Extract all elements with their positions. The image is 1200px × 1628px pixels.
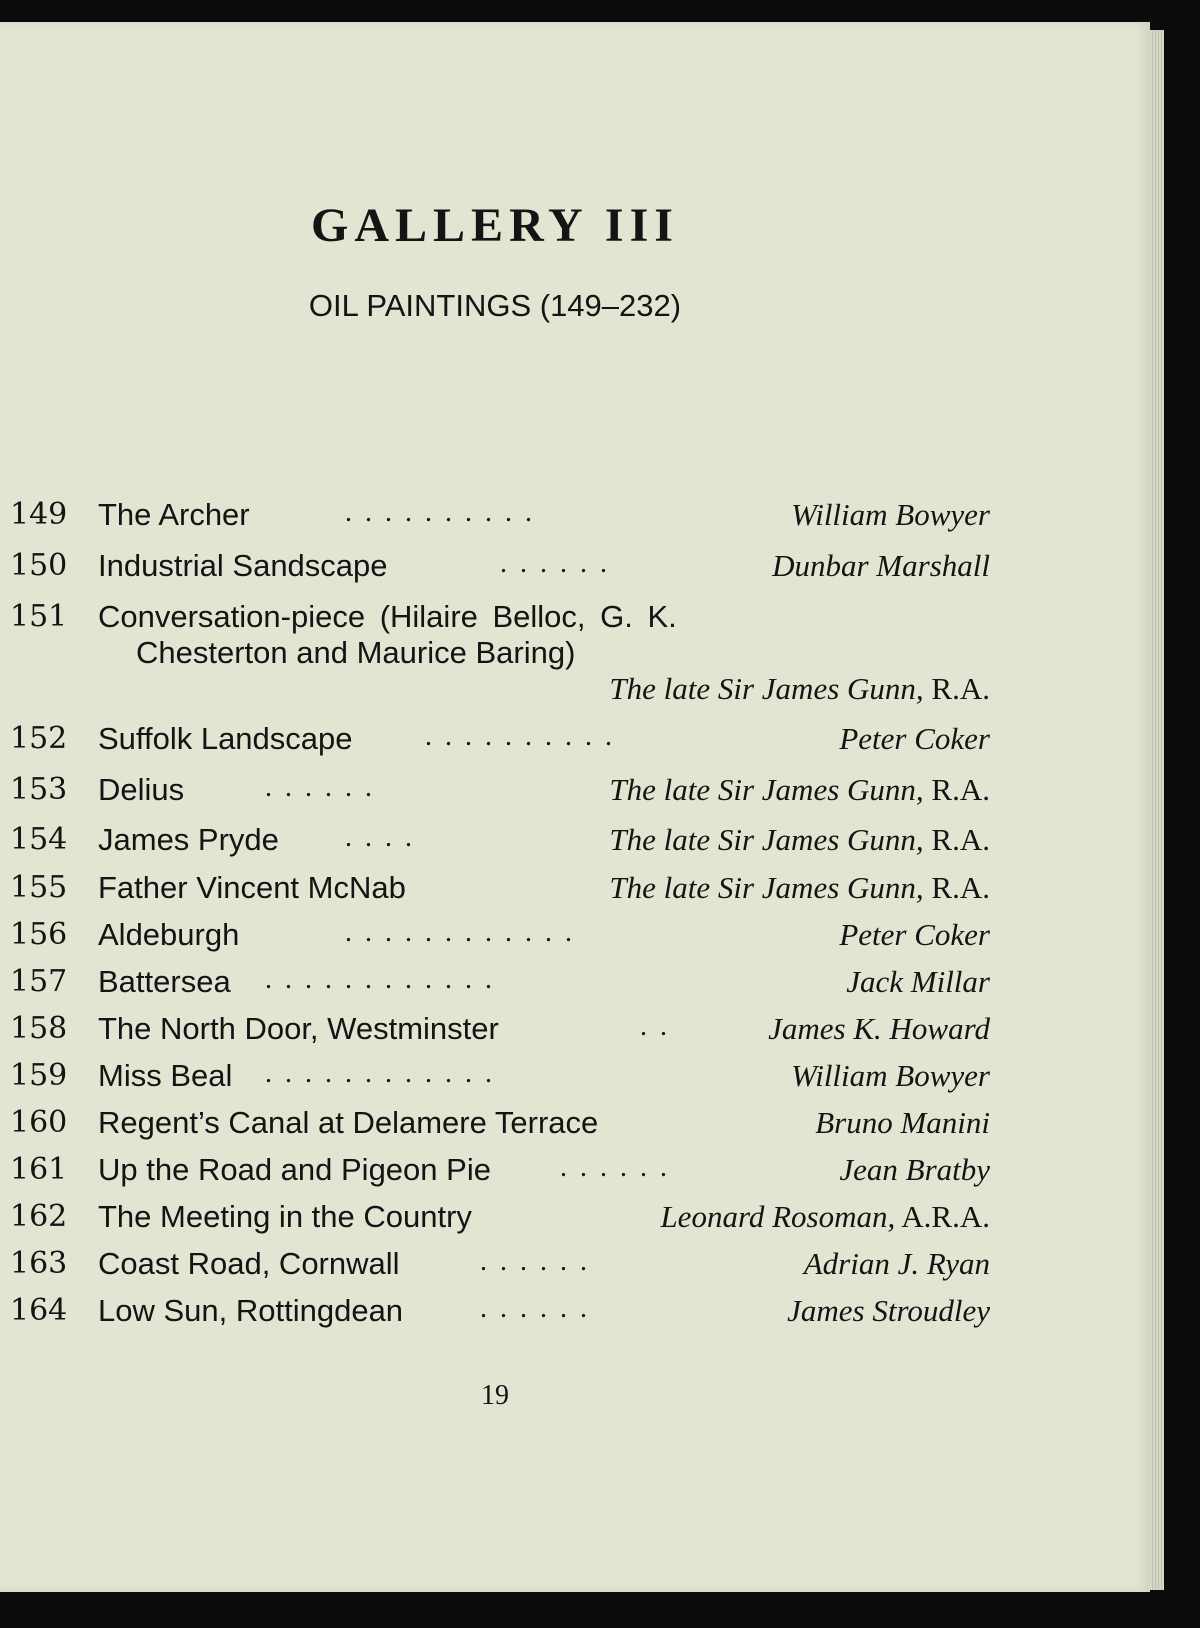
list-item — [0, 1246, 990, 1290]
list-item — [0, 497, 990, 541]
entry-title: Coast Road, Cornwall — [98, 1246, 400, 1281]
entry-title: Up the Road and Pigeon Pie — [98, 1152, 491, 1187]
entry-artist: William Bowyer — [791, 1058, 990, 1093]
entry-number: 160 — [10, 1105, 68, 1140]
leader-dots: . . . . . . — [265, 772, 375, 803]
entry-title-continuation: Chesterton and Maurice Baring) — [136, 635, 576, 670]
entry-number: 155 — [10, 870, 68, 905]
entry-title: Father Vincent McNab — [98, 870, 406, 905]
entry-artist: The late Sir James Gunn, R.A. — [609, 772, 990, 807]
list-item — [0, 721, 990, 765]
entry-title: Industrial Sandscape — [98, 548, 388, 583]
list-item — [0, 772, 990, 816]
entry-number: 159 — [10, 1058, 68, 1093]
page-number: 19 — [481, 1380, 509, 1411]
list-item — [0, 1011, 990, 1055]
leader-dots: . . — [640, 1011, 670, 1042]
entry-number: 152 — [10, 721, 68, 756]
entry-number: 162 — [10, 1199, 68, 1234]
entry-artist: William Bowyer — [791, 497, 990, 532]
entry-title: The Meeting in the Country — [98, 1199, 472, 1234]
entry-number: 150 — [10, 548, 68, 583]
list-item — [0, 1152, 990, 1196]
list-item — [0, 1105, 990, 1149]
entry-artist: The late Sir James Gunn, R.A. — [609, 870, 990, 905]
entry-artist: Jean Bratby — [839, 1152, 990, 1187]
entry-artist: Peter Coker — [839, 721, 990, 756]
gallery-title: GALLERY III — [311, 199, 679, 252]
entry-title: Delius — [98, 772, 185, 807]
entry-title: Battersea — [98, 964, 231, 999]
list-item — [0, 964, 990, 1008]
entry-artist: Leonard Rosoman, A.R.A. — [660, 1199, 990, 1234]
entry-title: The North Door, Westminster — [98, 1011, 499, 1046]
entry-artist: Dunbar Marshall — [772, 548, 990, 583]
list-item — [0, 917, 990, 961]
entry-title: Conversation-piece (Hilaire Belloc, G. K. — [98, 599, 677, 634]
leader-dots: . . . . . . — [480, 1246, 590, 1277]
leader-dots: . . . . . . — [480, 1293, 590, 1324]
entry-title: Low Sun, Rottingdean — [98, 1293, 404, 1328]
entry-title: Suffolk Landscape — [98, 721, 353, 756]
entry-number: 153 — [10, 772, 68, 807]
entry-number: 164 — [10, 1293, 68, 1328]
entry-artist: James Stroudley — [787, 1293, 990, 1328]
leader-dots: . . . . . . . . . . — [345, 497, 535, 528]
list-item — [0, 870, 990, 914]
entry-title: James Pryde — [98, 822, 279, 857]
entry-artist: The late Sir James Gunn, R.A. — [609, 671, 990, 706]
entry-artist: Jack Millar — [846, 964, 990, 999]
page-edge — [1150, 30, 1164, 1590]
leader-dots: . . . . . . — [500, 548, 610, 579]
list-item — [0, 822, 990, 866]
entry-artist: Adrian J. Ryan — [803, 1246, 990, 1281]
entry-number: 163 — [10, 1246, 68, 1281]
leader-dots: . . . . . . . . . . . . — [345, 917, 575, 948]
entry-number: 156 — [10, 917, 68, 952]
entry-number: 161 — [10, 1152, 68, 1187]
entry-number: 158 — [10, 1011, 68, 1046]
entry-number: 154 — [10, 822, 68, 857]
entry-number: 151 — [10, 599, 68, 634]
list-item — [0, 1058, 990, 1102]
entry-artist: James K. Howard — [768, 1011, 990, 1046]
list-item — [0, 548, 990, 592]
leader-dots: . . . . — [345, 822, 415, 853]
entry-artist: Peter Coker — [839, 917, 990, 952]
entry-title: Aldeburgh — [98, 917, 240, 952]
leader-dots: . . . . . . . . . . . . — [265, 964, 495, 995]
entry-title: Regent’s Canal at Delamere Terrace — [98, 1105, 599, 1140]
entry-title: The Archer — [98, 497, 250, 532]
list-item — [0, 599, 990, 719]
entry-artist: The late Sir James Gunn, R.A. — [609, 822, 990, 857]
gallery-subtitle: OIL PAINTINGS (149–232) — [308, 288, 682, 323]
entry-title: Miss Beal — [98, 1058, 233, 1093]
list-item — [0, 1293, 990, 1337]
entry-artist: Bruno Manini — [815, 1105, 990, 1140]
leader-dots: . . . . . . . . . . . . — [265, 1058, 495, 1089]
list-item — [0, 1199, 990, 1243]
leader-dots: . . . . . . — [560, 1152, 670, 1183]
entry-number: 149 — [10, 497, 68, 532]
leader-dots: . . . . . . . . . . — [425, 721, 615, 752]
entry-number: 157 — [10, 964, 68, 999]
